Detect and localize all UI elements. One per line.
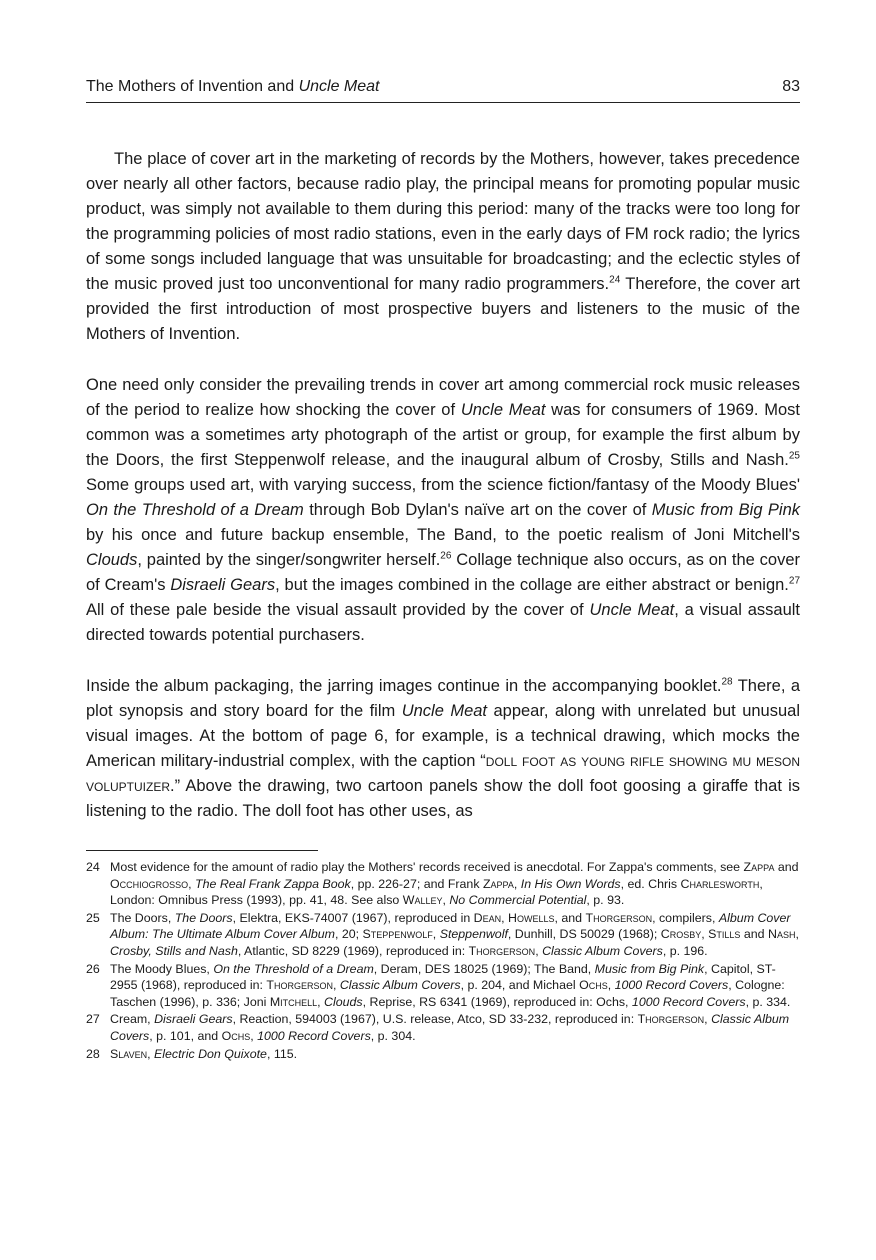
document-page — [86, 78, 800, 1063]
footnote-ref-24[interactable]: 24 — [609, 274, 621, 286]
paragraph-1: The place of cover art in the marketing of records by the Mothers, however, takes precedence over nearly all other factors, because radio play, the principal means for promoting popular music product, was simply not available to them during this period: many of the tracks were too long for the programming policies of most radio stations, even in the early days of FM rock radio; the lyrics of some songs included language that was unsuitable for broadcasting; and the eclectic styles of the music proved just too unconventional for many radio programmers.$^{24}$ Therefore, the cover art provided the first introduction of most prospective buyers and listeners to the music of the Mothers of Invention. — [86, 150, 800, 343]
footnote-ref-27[interactable]: 27 — [788, 575, 801, 587]
footnote-28: 28 Slaven, Electric Don Quixote, 115. — [86, 1046, 298, 1061]
paragraph-2: One need only consider the prevailing trends in cover art among commercial rock music releases of the period to realize how shocking the cover of Uncle Meat was for consumers of 1969. Most common was a sometimes arty photograph of the artist or group, for example the first album by the Doors, the first Steppenwolf release, and the inaugural album of Crosby, Stills and Nash.$^{25}$ Some groups used art, with varying success, from the science fiction/fantasy of the Moody Blues' On the Threshold of a Dream through Bob Dylan's naïve art on the cover of Music from Big Pink by his once and future backup ensemble, The Band, to the poetic realism of Joni Mitchell's Clouds, painted by the singer/songwriter herself.$^{26}$ Collage technique also occurs, as on the cover of Cream's Disraeli Gears, but the images combined in the collage are either abstract or benign.$^{27}$ All of these pale beside the visual assault provided by the cover of Uncle Meat, a visual assault directed towards potential purchasers. — [86, 376, 801, 644]
running-title-italic: Uncle Meat — [298, 78, 380, 95]
footnote-24: 24 Most evidence for the amount of radio play the Mothers' records received is anecdotal. For Zappa's comments, see Zappa and Occhiogrosso, The Real Frank Zappa Book, pp. 226-27; and Frank Zappa, In His Own Words, ed. Chris Charlesworth, London: Omnibus Press (1993), pp. 41, 48. See also Walley, No Commercial Potential, p. 93. — [86, 860, 799, 908]
footnote-26: 26 The Moody Blues, On the Threshold of a Dream, Deram, DES 18025 (1969); The Band, Music from Big Pink, Capitol, ST-2955 (1968), reproduced in: Thorgerson, Classic Album Covers, p. 204, and Michael Ochs, 1000 Record Covers, Cologne: Taschen (1996), p. 336; Joni Mitchell, Clouds, Reprise, RS 6341 (1969), reproduced in: Ochs, 1000 Record Covers, p. 334. — [86, 961, 791, 1009]
footnote-ref-28[interactable]: 28 — [721, 676, 733, 688]
footnote-27: 27 Cream, Disraeli Gears, Reaction, 594003 (1967), U.S. release, Atco, SD 33-232, reproduced in: Thorgerson, Classic Album Covers, p. 101, and Ochs, 1000 Record Covers, p. 304. — [86, 1012, 790, 1043]
footnote-25: 25 The Doors, The Doors, Elektra, EKS-74007 (1967), reproduced in Dean, Howells, and Thorgerson, compilers, Album Cover Album: The Ultimate Album Cover Album, 20; Steppenwolf, Steppenwolf, Dunhill, DS 50029 (1968); Crosby, Stills and Nash, Crosby, Stills and Nash, Atlantic, SD 8229 (1969), reproduced in: Thorgerson, Classic Album Covers, p. 196. — [86, 910, 799, 958]
body-text — [86, 147, 800, 824]
footnote-ref-25[interactable]: 25 — [788, 450, 800, 462]
footnote-divider — [86, 850, 318, 851]
running-header — [86, 78, 800, 103]
caption-quote: doll foot as young rifle showing mu meson voluptuizer. — [86, 752, 800, 795]
footnote-ref-26[interactable]: 26 — [440, 550, 452, 562]
footnotes — [86, 859, 800, 1062]
running-title: The Mothers of Invention and Uncle Meat — [86, 78, 380, 95]
page-number: 83 — [782, 78, 800, 95]
paragraph-3: Inside the album packaging, the jarring images continue in the accompanying booklet.$^{28}$ There, a plot synopsis and story board for the film Uncle Meat appear, along with unrelated but unusual visual images. At the bottom of page 6, for example, is a technical drawing, which mocks the American military-industrial complex, with the caption “doll foot as young rifle showing mu meson voluptuizer.” Above the drawing, two cartoon panels show the doll foot goosing a giraffe that is listening to the radio. The doll foot has other uses, as — [86, 676, 801, 820]
